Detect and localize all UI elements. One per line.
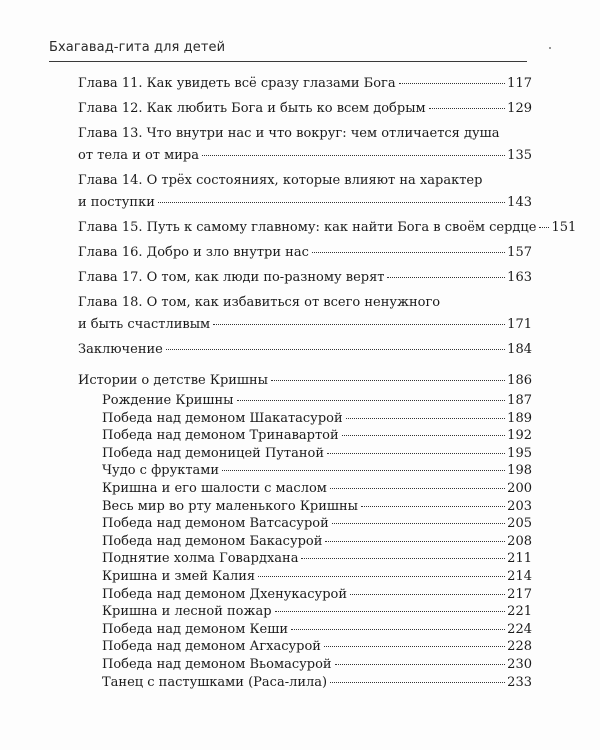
- toc-subentry-title: Победа над демоном Тринавартой: [102, 428, 339, 444]
- header-rule: [49, 61, 527, 62]
- toc-page-number: 171: [507, 317, 532, 332]
- leader-dots: [312, 252, 505, 253]
- toc-entry-title-line-1: Глава 14. О трёх состояниях, которые влияют на характер: [78, 173, 483, 188]
- toc-entry-chapter-11: [78, 73, 532, 95]
- leader-dots: [258, 576, 505, 577]
- toc-page-number: 195: [507, 445, 532, 461]
- toc-subentry: [78, 427, 532, 445]
- toc-page-number: 151: [551, 220, 577, 235]
- toc-entry-conclusion: [78, 339, 532, 361]
- toc-subentry: [78, 392, 532, 410]
- leader-dots: [275, 611, 506, 612]
- toc-entry-chapter-15: [78, 217, 577, 239]
- toc-page-number: 186: [507, 373, 532, 388]
- toc-page-number: 184: [507, 342, 532, 357]
- leader-dots: [271, 380, 505, 381]
- leader-dots: [335, 664, 506, 665]
- toc-page-number: 233: [507, 674, 532, 690]
- toc-subentry: [78, 674, 532, 692]
- leader-dots: [324, 646, 505, 647]
- toc-subentry: [78, 498, 532, 516]
- toc-entry-title: Глава 11. Как увидеть всё сразу глазами Бога: [78, 76, 396, 91]
- toc-page-number: 205: [507, 516, 532, 532]
- toc-subentry: [78, 515, 532, 533]
- toc-page-number: 203: [507, 498, 532, 514]
- toc-entry-title: Глава 12. Как любить Бога и быть ко всем добрым: [78, 101, 426, 116]
- toc-page-number: 214: [507, 568, 532, 584]
- toc-entry-chapter-17: [78, 267, 532, 289]
- toc-entry-stories: [78, 370, 532, 392]
- leader-dots: [202, 155, 505, 156]
- toc-subentry: [78, 603, 532, 621]
- leader-dots: [330, 488, 505, 489]
- toc-subentry-title: Победа над демоном Кеши: [102, 621, 288, 637]
- toc-subentry-title: Победа над демоном Дхенукасурой: [102, 586, 348, 602]
- toc-subentry-title: Весь мир во рту маленького Кришны: [102, 498, 358, 514]
- leader-dots: [166, 349, 505, 350]
- toc-entry-chapter-14: [78, 170, 532, 214]
- toc-subentry-title: Победа над демоном Ватсасурой: [102, 516, 329, 532]
- toc-page-number: 192: [507, 428, 532, 444]
- toc-subentry: [78, 568, 532, 586]
- toc-page-number: 163: [507, 270, 532, 285]
- toc-subentry: [78, 410, 532, 428]
- leader-dots: [237, 400, 506, 401]
- toc-entry-title-line-2: и быть счастливым: [78, 317, 211, 332]
- toc-entry-chapter-16: [78, 242, 532, 264]
- toc-subentry-title: Танец с пастушками (Раса-лила): [102, 674, 328, 690]
- toc-subentry: [78, 586, 532, 604]
- toc-page-number: 211: [507, 551, 532, 567]
- toc-subentry: [78, 533, 532, 551]
- toc-subentry: [78, 462, 532, 480]
- toc-subentry: [78, 638, 532, 656]
- toc-subentry: [78, 480, 532, 498]
- leader-dots: [387, 277, 505, 278]
- toc-page-number: 187: [507, 393, 532, 408]
- toc-entry-chapter-12: [78, 98, 532, 120]
- toc-subentry: [78, 550, 532, 568]
- toc-page-number: 198: [507, 463, 532, 479]
- toc-entry-title: Глава 16. Добро и зло внутри нас: [78, 245, 309, 260]
- leader-dots: [539, 227, 549, 228]
- toc-entry-title: Истории о детстве Кришны: [78, 373, 269, 388]
- leader-dots: [291, 629, 505, 630]
- toc-page-number: 189: [507, 410, 532, 426]
- toc-page-number: 157: [507, 245, 532, 260]
- leader-dots: [222, 470, 505, 471]
- toc-page-number: 143: [507, 195, 532, 210]
- toc-entry-chapter-18: [78, 292, 532, 336]
- leader-dots: [342, 435, 506, 436]
- leader-dots: [332, 523, 505, 524]
- leader-dots: [350, 594, 505, 595]
- toc-subentry-title: Рождение Кришны: [102, 393, 234, 408]
- toc-page-number: 228: [507, 639, 532, 655]
- toc-subentry: [78, 445, 532, 463]
- leader-dots: [399, 83, 506, 84]
- toc-page-number: 221: [507, 604, 532, 620]
- leader-dots: [301, 558, 505, 559]
- toc-subentry-title: Победа над демоном Бакасурой: [102, 533, 323, 549]
- toc-subentry-title: Кришна и его шалости с маслом: [102, 480, 327, 496]
- toc-entry-title: Заключение: [78, 342, 163, 357]
- running-header: Бхагавад-гита для детей: [49, 40, 226, 55]
- toc-subentry-title: Победа над демоном Шакатасурой: [102, 410, 343, 426]
- toc-page-number: 135: [507, 148, 532, 163]
- toc-entry-title-line-2: от тела и от мира: [78, 148, 199, 163]
- table-of-contents: [78, 73, 577, 691]
- toc-entry-title: Глава 15. Путь к самому главному: как найти Бога в своём сердце: [78, 220, 537, 235]
- toc-subentry: [78, 621, 532, 639]
- toc-entry-title-line-1: Глава 13. Что внутри нас и что вокруг: чем отличается душа: [78, 126, 500, 141]
- toc-subentry-title: Победа над демоном Агхасурой: [102, 639, 321, 655]
- toc-entry-title-line-2: и поступки: [78, 195, 155, 210]
- leader-dots: [158, 202, 505, 203]
- toc-entry-title: Глава 17. О том, как люди по-разному верят: [78, 270, 385, 285]
- leader-dots: [325, 541, 505, 542]
- leader-dots: [346, 418, 506, 419]
- toc-page-number: 129: [507, 101, 532, 116]
- toc-subentry-title: Победа над демоницей Путаной: [102, 445, 325, 461]
- toc-page-number: 200: [507, 480, 532, 496]
- toc-subentry-title: Поднятие холма Говардхана: [102, 551, 299, 567]
- corner-speck: [549, 47, 551, 49]
- toc-entry-chapter-13: [78, 123, 532, 167]
- toc-subentry-title: Кришна и змей Калия: [102, 568, 256, 584]
- leader-dots: [330, 682, 505, 683]
- toc-page-number: 224: [507, 621, 532, 637]
- leader-dots: [213, 324, 505, 325]
- leader-dots: [429, 108, 506, 109]
- toc-subentry: [78, 656, 532, 674]
- toc-subentry-title: Победа над демоном Вьомасурой: [102, 656, 332, 672]
- toc-page-number: 117: [507, 76, 532, 91]
- toc-page-number: 230: [507, 656, 532, 672]
- toc-page-number: 208: [507, 533, 532, 549]
- toc-entry-title-line-1: Глава 18. О том, как избавиться от всего ненужного: [78, 295, 441, 310]
- toc-subentry-title: Чудо с фруктами: [102, 463, 220, 479]
- leader-dots: [361, 506, 505, 507]
- toc-page-number: 217: [507, 586, 532, 602]
- toc-subentry-title: Кришна и лесной пожар: [102, 604, 272, 620]
- leader-dots: [327, 453, 505, 454]
